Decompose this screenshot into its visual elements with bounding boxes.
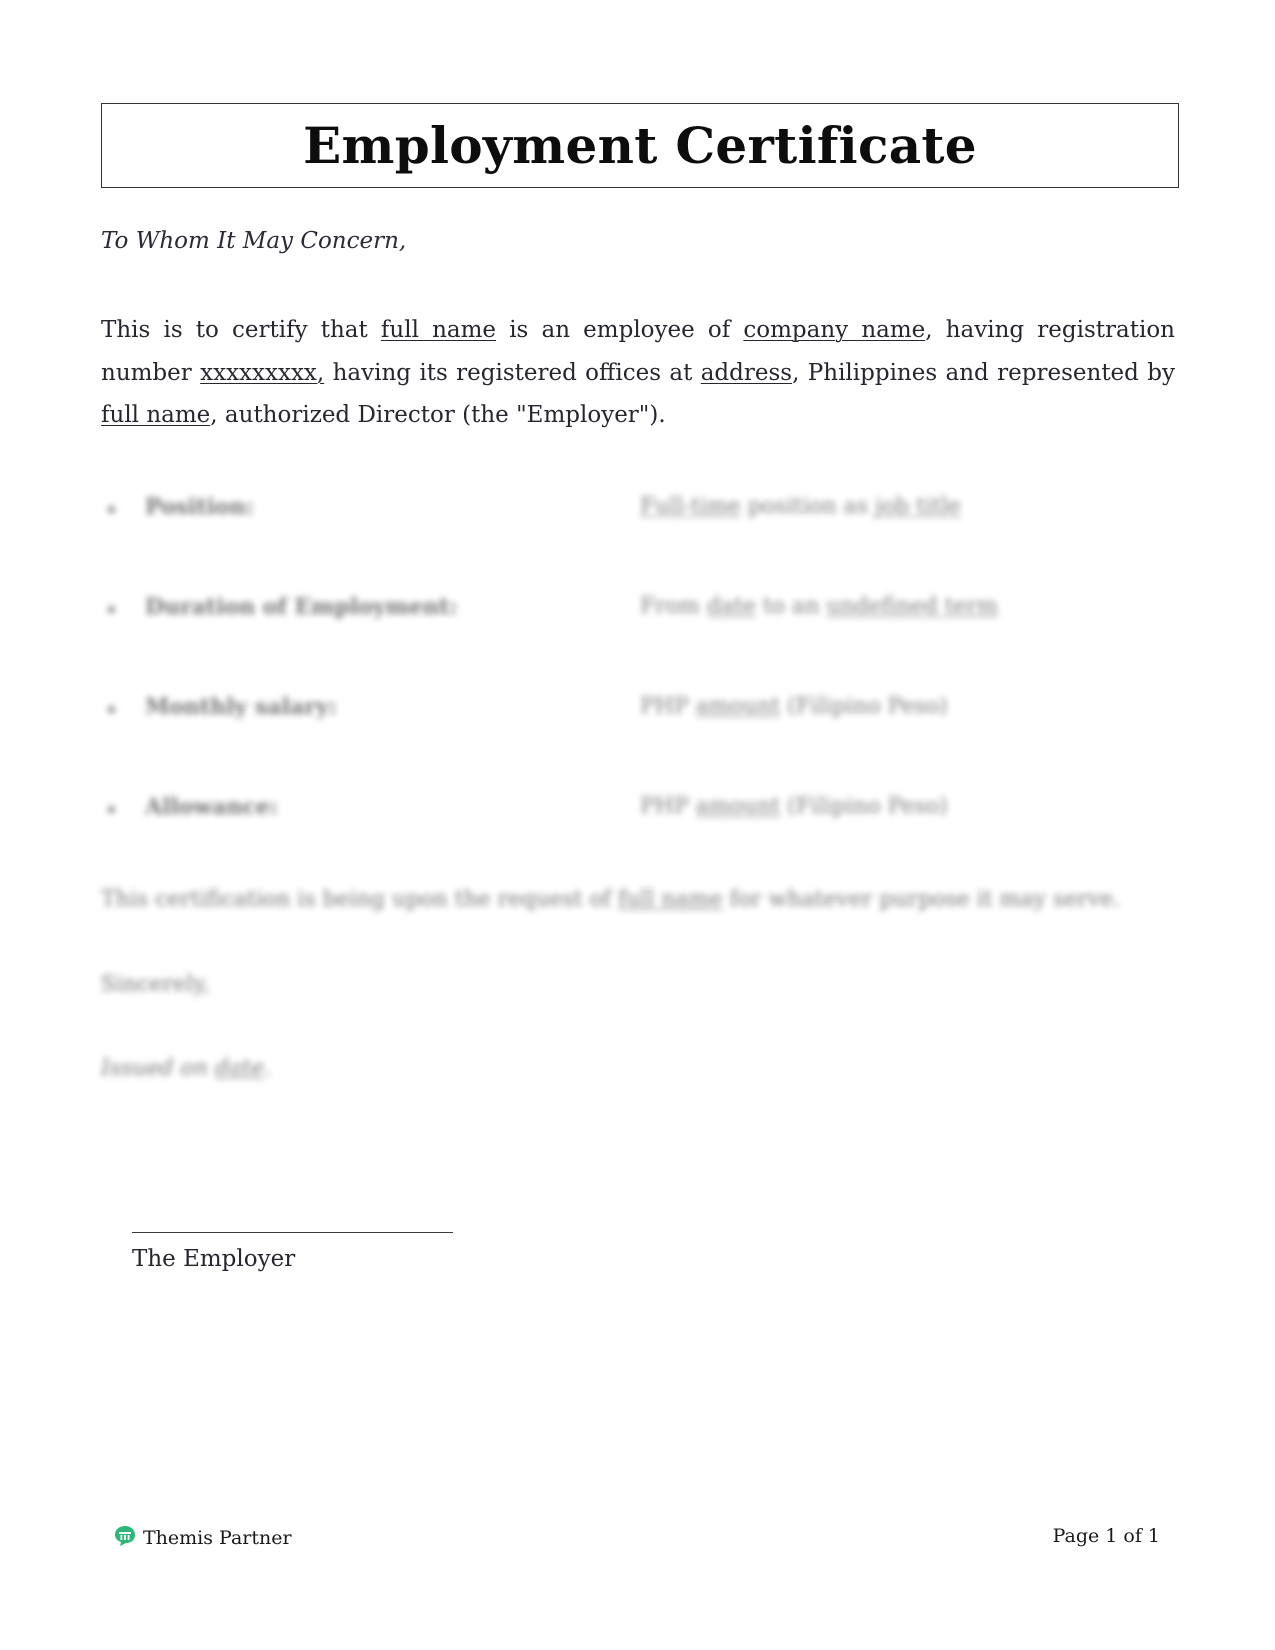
detail-value <box>640 494 961 519</box>
value-part: PHP <box>640 794 696 819</box>
detail-label: Position: <box>145 494 254 520</box>
detail-value <box>640 794 948 819</box>
signature-line <box>132 1232 453 1233</box>
themis-partner-logo-icon <box>113 1525 137 1551</box>
value-part: Full-time <box>640 494 741 519</box>
bullet-icon <box>108 606 115 613</box>
para-text: having its registered offices at <box>324 359 701 386</box>
closing-name-field: full name <box>618 887 723 912</box>
salutation: To Whom It May Concern, <box>101 228 407 254</box>
para-text: , Philippines and represented by <box>792 359 1175 386</box>
value-part: position as <box>740 494 876 519</box>
para-text: , authorized Director (the "Employer"). <box>210 402 666 428</box>
employee-name-field: full name <box>380 317 497 343</box>
bullet-icon <box>108 806 115 813</box>
detail-label: Duration of Employment: <box>145 594 458 620</box>
detail-label: Allowance: <box>145 794 279 820</box>
footer-brand <box>113 1525 292 1551</box>
value-part: date <box>706 594 756 619</box>
detail-row-position <box>101 490 1175 530</box>
sign-off: Sincerely, <box>101 972 210 997</box>
closing-sentence <box>101 887 1120 912</box>
value-part: (Filipino Peso) <box>780 694 948 719</box>
para-text: is an employee of <box>496 317 744 343</box>
value-part: amount <box>695 694 781 719</box>
closing-text: for whatever purpose it may serve. <box>722 887 1121 912</box>
para-text: This is to certify that <box>101 317 381 343</box>
value-part: job title <box>875 494 961 519</box>
bullet-icon <box>108 706 115 713</box>
detail-row-allowance <box>101 790 1175 830</box>
value-part: undefined term <box>826 594 998 619</box>
title-box <box>101 103 1179 188</box>
signature-label: The Employer <box>132 1246 296 1272</box>
issued-text: . <box>264 1056 272 1081</box>
closing-text: This certification is being upon the request of <box>101 887 618 912</box>
value-part: PHP <box>640 694 696 719</box>
detail-value <box>640 594 998 619</box>
detail-value <box>640 694 948 719</box>
certification-paragraph <box>101 309 1175 437</box>
address-field: address <box>700 359 793 386</box>
detail-row-duration <box>101 590 1175 630</box>
issued-date-field: date <box>214 1056 265 1081</box>
page-number: Page 1 of 1 <box>1052 1525 1160 1547</box>
value-part: amount <box>695 794 781 819</box>
value-part: From <box>640 594 707 619</box>
detail-row-salary <box>101 690 1175 730</box>
para-text: , having registration number <box>101 317 1175 386</box>
document-title: Employment Certificate <box>303 116 977 175</box>
registration-number-field: xxxxxxxxx, <box>200 359 325 386</box>
representative-name-field: full name <box>101 402 211 428</box>
brand-name: Themis Partner <box>143 1527 292 1549</box>
value-part: (Filipino Peso) <box>780 794 948 819</box>
issued-date-line <box>101 1056 271 1081</box>
bullet-icon <box>108 506 115 513</box>
value-part: to an <box>755 594 827 619</box>
company-name-field: company name <box>743 317 926 343</box>
detail-label: Monthly salary: <box>145 694 337 720</box>
issued-text: Issued on <box>101 1056 215 1081</box>
